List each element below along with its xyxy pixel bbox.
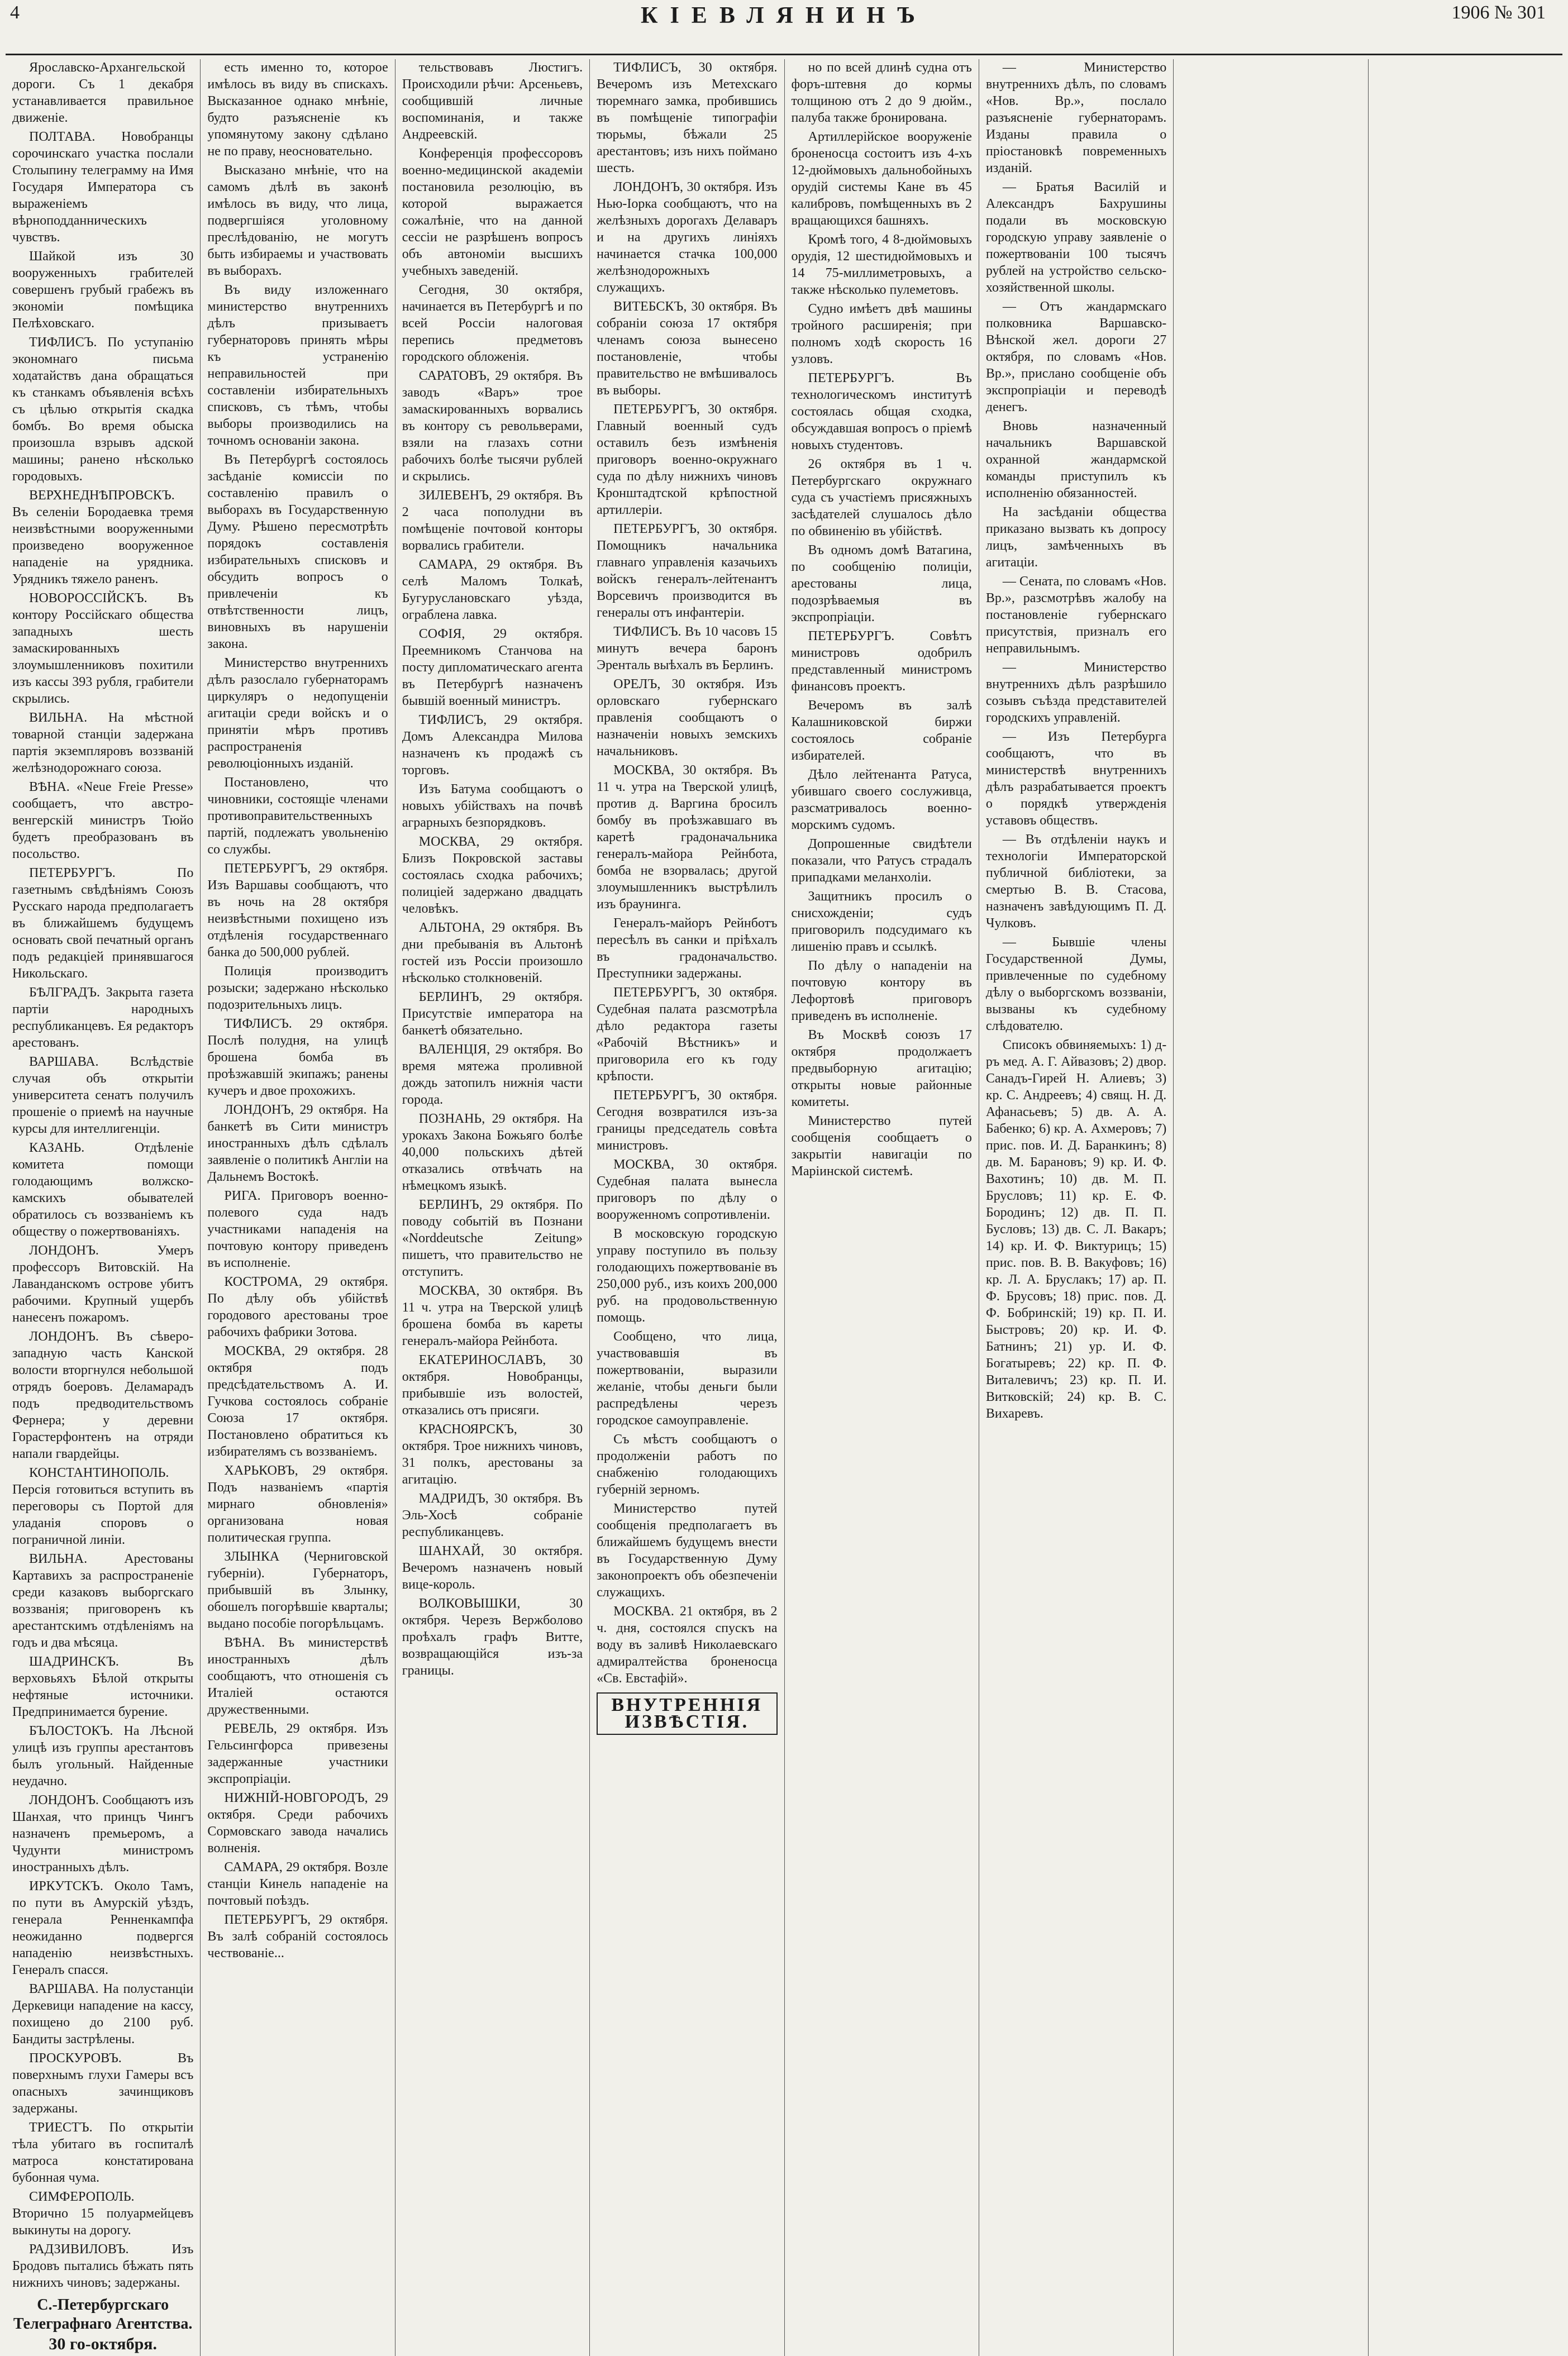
news-item: Вечеромъ въ залѣ Калашниковской биржи состоялось собраніе избирателей. [791, 698, 972, 763]
column-5 [784, 59, 979, 2356]
news-item: ЛОНДОНЪ. Умеръ профессоръ Витовскій. На Лаванданскомъ острове убитъ рабочими. Крупный ущербъ нанесенъ пожаромъ. [12, 1243, 194, 1325]
news-item: ТИФЛИСЪ. Въ 10 часовъ 15 минутъ вечера баронъ Эренталь выѣхалъ въ Берлинъ. [597, 624, 778, 673]
news-item: СОФІЯ, 29 октября. Преемникомъ Станчова на посту дипломатическаго агента въ Петербургѣ назначенъ бывшій военный министръ. [402, 627, 583, 708]
news-item: 26 октября въ 1 ч. Петербургскаго окружнаго суда съ участіемъ присяжныхъ засѣдателей слушалось дѣло по обвиненію въ убійствѣ. [791, 457, 972, 538]
news-item: ЛОНДОНЪ. Въ сѣверо-западную часть Канской волости вторгнулся небольшой отрядъ боеровъ. Деламарадъ подъ предводительствомъ Фернера; у деревни Горастерфонтенъ на отряди напали гвардейцы. [12, 1329, 194, 1461]
page-number: 4 [10, 2, 20, 23]
news-item: КОСТРОМА, 29 октября. По дѣлу объ убійствѣ городового арестованы трое рабочихъ фабрики Зотова. [207, 1275, 388, 1339]
news-item: ПЕТЕРБУРГЪ, 29 октября. Въ залѣ собраній состоялось чествованіе... [207, 1913, 388, 1961]
news-item: КОНСТАНТИНОПОЛЬ. Персія готовиться вступить въ переговоры съ Портой для уладанія споровъ о пограничной линіи. [12, 1466, 194, 1547]
news-item: МОСКВА, 30 октября. Въ 11 ч. утра на Тверской улицѣ брошена бомба въ кареты генералъ-майора Рейнбота. [402, 1284, 583, 1348]
news-item: ПОЛТАВА. Новобранцы сорочинскаго участка послали Столыпину телеграмму на Имя Государя Императора съ выраженіемъ вѣрноподданническихъ чувствъ. [12, 130, 194, 245]
news-item: ПЕТЕРБУРГЪ. Въ технологическомъ институтѣ состоялась общая сходка, обсуждавшая вопросъ о пріемѣ новыхъ студентовъ. [791, 371, 972, 452]
news-item: но по всей длинѣ судна отъ форъ-штевня до кормы толщиною отъ 2 до 9 дюйм., палуба также бронирована. [791, 60, 972, 125]
internal-news-heading: ВНУТРЕННІЯ ИЗВѢСТІЯ. [597, 1692, 777, 1735]
column-4 [589, 59, 784, 2356]
news-item: МОСКВА, 29 октября. Близъ Покровской заставы состоялась сходка рабочихъ; полиціей задержано двадцать человѣкъ. [402, 834, 583, 916]
news-item: — Въ отдѣленіи наукъ и технологіи Императорской публичной библіотеки, за смертью В. В. Стасова, назначенъ завѣдующимъ П. Д. Чулковъ. [985, 832, 1167, 931]
issue-number: 1906 № 301 [1451, 2, 1546, 23]
news-item: МОСКВА, 30 октября. Судебная палата вынесла приговоръ по дѣлу о вооруженномъ сопротивленіи. [597, 1157, 778, 1222]
news-item: ВИЛЬНА. Арестованы Картавихъ за распространеніе среди казаковъ выборгскаго воззванія; приговоренъ къ арестантскимъ отдѣленіямъ на годъ и два мѣсяца. [12, 1552, 194, 1650]
news-item: БЪЛОСТОКЪ. На Лѣсной улицѣ изъ группы арестантовъ былъ угольный. Найденные неудачно. [12, 1724, 194, 1789]
news-item: Въ Петербургѣ состоялось засѣданіе комиссіи по составленію правилъ о выборахъ въ Государственную Думу. Рѣшено пересмотрѣть порядокъ составленія избирательныхъ списковъ и обсудить вопросъ о привлеченіи къ отвѣтственности лицъ, виновныхъ въ нарушеніи закона. [207, 452, 388, 651]
news-item: ТИФЛИСЪ. По уступанію экономнаго письма ходатайствъ дана обращаться къ станкамъ объявленія всѣхъ съ цѣлью открытія скадка бомбъ. Во время обыска произошла взрывъ адской машины; ранено нѣсколько городовыхъ. [12, 335, 194, 484]
news-item: Генералъ-майоръ Рейнботъ пересѣлъ въ санки и пріѣхалъ въ градоначальство. Преступники задержаны. [597, 916, 778, 981]
news-item: Ярославско-Архангельской дороги. Съ 1 декабря устанавливается правильное движеніе. [12, 60, 194, 125]
news-item: ВѢНА. «Neue Freie Presse» сообщаетъ, что австро-венгерскій министръ Тюйо будетъ преобразованъ въ посольство. [12, 780, 194, 861]
news-item: САМАРА, 29 октября. Въ селѣ Маломъ Толкаѣ, Бугуруслановскаго уѣзда, ограблена лавка. [402, 557, 583, 622]
news-item: Защитникъ просилъ о снисхожденіи; судъ приговорилъ подсудимаго къ лишенію правъ и ссылкѣ. [791, 889, 972, 954]
news-item: Конференція профессоровъ военно-медицинской академіи постановила резолюцію, въ которой выражается сожалѣніе, что на данной сессіи не разрѣшенъ вопросъ объ автономіи высшихъ учебныхъ заведеній. [402, 146, 583, 278]
news-item: МАДРИДЪ, 30 октября. Въ Эль-Хосѣ собраніе республиканцевъ. [402, 1491, 583, 1539]
news-item: ОРЕЛЪ, 30 октября. Изъ орловскаго губернскаго правленія сообщаютъ о назначеніи новыхъ земскихъ начальниковъ. [597, 677, 778, 759]
news-item: Въ виду изложеннаго министерство внутреннихъ дѣлъ призываетъ губернаторовъ принять мѣры къ устраненію неправильностей при составленіи избирательныхъ списковъ, съ тѣмъ, чтобы выборы производились на точномъ основаніи закона. [207, 283, 388, 448]
news-item: ПЕТЕРБУРГЪ, 30 октября. Сегодня возвратился изъ-за границы председатель совѣта министровъ. [597, 1088, 778, 1153]
telegraph-agency-heading: С.-Петербургскаго Телеграфнаго Агентства. [13, 2296, 193, 2333]
news-item: Министерство путей сообщенія сообщаетъ о закрытіи навигаціи по Маріинской системѣ. [791, 1114, 972, 1179]
news-item: Изъ Батума сообщаютъ о новыхъ убійствахъ на почвѣ аграрныхъ безпорядковъ. [402, 782, 583, 830]
news-item: — Изъ Петербурга сообщаютъ, что въ министерствѣ внутреннихъ дѣлъ разрабатывается проектъ о порядкѣ утвержденія уставовъ обществъ. [985, 729, 1167, 828]
column-2 [200, 59, 394, 2356]
news-item: Сообщено, что лица, участвовавшія въ пожертвованіи, выразили желаніе, чтобы деньги были распредѣлены черезъ городское самоуправленіе. [597, 1329, 778, 1428]
news-item: ИРКУТСКЪ. Около Тамъ, по пути въ Амурскій уѣздъ, генерала Ренненкампфа неожиданно подвергся нападенію неизвѣстныхъ. Генералъ спасся. [12, 1879, 194, 1977]
news-item: ПЕТЕРБУРГЪ, 30 октября. Судебная палата разсмотрѣла дѣло редактора газеты «Рабочій Вѣстникъ» и приговорила его къ году крѣпости. [597, 985, 778, 1084]
news-item: ЗИЛЕВЕНЪ, 29 октября. Въ 2 часа пополудни въ помѣщеніе почтовой конторы ворвались грабители. [402, 488, 583, 553]
news-item: МОСКВА, 29 октября. 28 октября подъ предсѣдательствомъ А. И. Гучкова состоялось собраніе Союза 17 октября. Постановлено обратиться къ избирателямъ съ воззваніемъ. [207, 1344, 388, 1459]
news-item: ЕКАТЕРИНОСЛАВЪ, 30 октября. Новобранцы, прибывшіе изъ волостей, отказались отъ присяги. [402, 1353, 583, 1418]
news-item: ЗЛЫНКА (Черниговской губерніи). Губернаторъ, прибывшій въ Злынку, обошелъ погорѣвшіе кварталы; выдано пособіе погорѣльцамъ. [207, 1549, 388, 1631]
news-item: ВАЛЕНЦІЯ, 29 октября. Во время мятежа проливной дождь затопилъ нижнія части города. [402, 1042, 583, 1107]
news-item: ТИФЛИСЪ, 29 октября. Домъ Александра Милова назначенъ къ продажѣ съ торговъ. [402, 713, 583, 778]
news-item: — Сената, по словамъ «Нов. Вр.», разсмотрѣвъ жалобу на постановленіе губернскаго присутствія, призналъ его неправильнымъ. [985, 574, 1167, 656]
news-item: Полиція производитъ розыски; задержано нѣсколько подозрительныхъ лицъ. [207, 964, 388, 1012]
news-item: ВИТЕБСКЪ, 30 октября. Въ собраніи союза 17 октября членамъ союза вынесено постановленіе, чтобы правительство не вмѣшивалось въ выборы. [597, 299, 778, 398]
news-item: — Братья Василій и Александръ Бахрушины подали въ московскую городскую управу заявленіе о пожертвованіи 100 тысячъ рублей на устройство сельско-хозяйственной школы. [985, 180, 1167, 295]
news-item: тельствовавъ Люстигъ. Происходили рѣчи: Арсеньевъ, сообщившій личные воспоминанія, и также Андреевскій. [402, 60, 583, 142]
news-item: — Министерство внутреннихъ дѣлъ разрѣшило созывъ съѣзда представителей городскихъ управленій. [985, 660, 1167, 725]
news-item: — Бывшіе члены Государственной Думы, привлеченные по судебному дѣлу о выборгскомъ воззваніи, вызваны къ судебному слѣдователю. [985, 935, 1167, 1033]
news-item: Сегодня, 30 октября, начинается въ Петербургѣ и по всей Россіи налоговая перепись предметовъ городского обложенія. [402, 283, 583, 364]
column-6 [979, 59, 1173, 2356]
news-item: КАЗАНЬ. Отдѣленіе комитета помощи голодающимъ волжско-камскихъ обывателей обратилось съ воззваніемъ къ обществу о пожертвованіяхъ. [12, 1141, 194, 1239]
news-item: ПЕТЕРБУРГЪ, 30 октября. Помощникъ начальника главнаго управленія казачьихъ войскъ генералъ-лейтенантъ Ворсевичъ производится въ генералы отъ инфантеріи. [597, 522, 778, 620]
news-item: — Министерство внутреннихъ дѣлъ, по словамъ «Нов. Вр.», послало разъясненіе губернаторамъ. Изданы правила о пріостановкѣ повременныхъ изданій. [985, 60, 1167, 175]
news-item: Въ одномъ домѣ Ватагина, по сообщенію полиціи, арестованы лица, подозрѣваемыя въ экспропріаціи. [791, 543, 972, 624]
news-item: ПЕТЕРБУРГЪ, 29 октября. Изъ Варшавы сообщаютъ, что въ ночь на 28 октября неизвѣстными похищено изъ отдѣленія государственнаго банка до 500,000 рублей. [207, 861, 388, 960]
news-item: МОСКВА, 30 октября. Въ 11 ч. утра на Тверской улицѣ, против д. Варгина бросилъ бомбу въ проѣзжавшаго въ каретѣ градоначальника генералъ-майора Рейнбота, бомба не взорвалась; другой злоумышленникъ выстрѣлилъ изъ браунинга. [597, 763, 778, 912]
news-item: Дѣло лейтенанта Ратуса, убившаго своего сослуживца, разсматривалось военно-морскимъ судомъ. [791, 767, 972, 832]
news-item: На засѣданіи общества приказано вызвать къ допросу лицъ, замѣченныхъ въ агитаціи. [985, 505, 1167, 570]
news-item: ШАНХАЙ, 30 октября. Вечеромъ назначенъ новый вице-король. [402, 1544, 583, 1592]
news-item: Вновь назначенный начальникъ Варшавской охранной жандармской команды приступилъ къ исполненію обязанностей. [985, 419, 1167, 500]
news-item: ЛОНДОНЪ. Сообщаютъ изъ Шанхая, что принцъ Чингъ назначенъ премьеромъ, а Чудунти министромъ иностранныхъ дѣлъ. [12, 1793, 194, 1875]
news-item: АЛЬТОНА, 29 октября. Въ дни пребыванія въ Альтонѣ гостей изъ Россіи произошло нѣсколько столкновеній. [402, 921, 583, 985]
news-item: Министерство путей сообщенія предполагаетъ въ ближайшемъ будущемъ внести въ Государственную Думу законопроектъ объ обезпеченіи служащихъ. [597, 1501, 778, 1600]
telegraph-date: 30 го-октября. [49, 2335, 157, 2353]
news-item: МОСКВА. 21 октября, въ 2 ч. дня, состоялся спускъ на воду въ заливѣ Николаевскаго адмиралтейства броненосца «Св. Евстафій». [597, 1604, 778, 1686]
news-item: СИМФЕРОПОЛЬ. Вторично 15 полуармейцевъ выкинуты на дорогу. [12, 2190, 194, 2238]
column-1 [6, 59, 200, 2356]
news-item: НОВОРОССІЙСКЪ. Въ контору Россійскаго общества западныхъ шесть замаскированныхъ злоумышленниковъ похитили изъ кассы 393 рубля, грабители скрылись. [12, 591, 194, 706]
news-item: ХАРЬКОВЪ, 29 октября. Подъ названіемъ «партія мирнаго обновленія» организована новая политическая группа. [207, 1463, 388, 1545]
news-item: Высказано мнѣніе, что на самомъ дѣлѣ въ законѣ имѣлось въ виду, что лица, подвергшіяся уголовному преслѣдованію, не могутъ быть избираемы и участвовать въ выборахъ. [207, 163, 388, 278]
news-item: ПЕТЕРБУРГЪ, 30 октября. Главный военный судъ оставилъ безъ измѣненія приговоръ военно-окружнаго суда по дѣлу нижнихъ чиновъ Кронштадтской крѣпостной артиллеріи. [597, 402, 778, 517]
news-item: Въ Москвѣ союзъ 17 октября продолжаетъ предвыборную агитацію; открыты новые районные комитеты. [791, 1028, 972, 1109]
news-item: Кромѣ того, 4 8-дюймовыхъ орудія, 12 шестидюймовыхъ и 14 75-миллиметровыхъ, а также нѣсколько пулеметовъ. [791, 232, 972, 297]
news-item: ВАРШАВА. Вслѣдствіе случая объ открытіи университета сенатъ получилъ прошеніе о приемѣ на научные курсы для интеллигенціи. [12, 1055, 194, 1136]
news-item: РИГА. Приговоръ военно-полевого суда надъ участниками нападенія на почтовую контору приведенъ въ исполненіе. [207, 1189, 388, 1270]
column-3 [395, 59, 589, 2356]
news-item: ВАРШАВА. На полустанціи Деркевици нападение на кассу, похищено до 2100 руб. Бандиты застрѣлены. [12, 1982, 194, 2047]
news-item: Постановлено, что чиновники, состоящіе членами противоправительственныхъ партій, подлежатъ увольненію со службы. [207, 775, 388, 857]
column-8 [1368, 59, 1562, 2356]
header-rule [6, 54, 1562, 55]
news-item: БѢЛГРАДЪ. Закрыта газета партіи народныхъ республиканцевъ. Ея редакторъ арестованъ. [12, 985, 194, 1050]
news-item: есть именно то, которое имѣлось въ виду въ спискахъ. Высказанное однако мнѣніе, будто разъясненіе къ упомянутому закону сдѣлано не по праву, неосновательно. [207, 60, 388, 159]
news-item: В московскую городскую управу поступило въ пользу голодающихъ пожертвованіе въ 250,000 руб., изъ коихъ 200,000 руб. на продовольственную помощь. [597, 1227, 778, 1325]
news-item: БЕРЛИНЪ, 29 октября. По поводу событій въ Познани «Norddeutsche Zeitung» пишетъ, что правительство не отступитъ. [402, 1198, 583, 1279]
newspaper-title: КІЕВЛЯНИНЪ [641, 3, 927, 28]
news-item: ПЕТЕРБУРГЪ. По газетнымъ свѣдѣніямъ Союзъ Русскаго народа предполагаетъ въ ближайшемъ будущемъ основать свой печатный органъ подъ редакціей принявшагося Никольскаго. [12, 866, 194, 981]
news-item: Съ мѣстъ сообщаютъ о продолженіи работъ по снабженію голодающихъ губерній зерномъ. [597, 1432, 778, 1497]
news-item: КРАСНОЯРСКЪ, 30 октября. Трое нижнихъ чиновъ, 31 полкъ, арестованы за агитацію. [402, 1422, 583, 1487]
news-item: РАДЗИВИЛОВЪ. Изъ Бродовъ пытались бѣжать пять нижнихъ чиновъ; задержаны. [12, 2242, 194, 2290]
news-item: ЛОНДОНЪ, 29 октября. На банкетѣ въ Сити министръ иностранныхъ дѣлъ сдѣлалъ заявленіе о политикѣ Англіи на Дальнемъ Востокѣ. [207, 1103, 388, 1184]
news-item: НИЖНІЙ-НОВГОРОДЪ, 29 октября. Среди рабочихъ Сормовскаго завода начались волненія. [207, 1791, 388, 1856]
news-item: Допрошенные свидѣтели показали, что Ратусъ страдалъ припадками меланхоліи. [791, 837, 972, 885]
news-item: ЛОНДОНЪ, 30 октября. Изъ Нью-Іорка сообщаютъ, что на желѣзныхъ дорогахъ Делаваръ и на другихъ линіяхъ начинается стачка 100,000 желѣзнодорожныхъ служащихъ. [597, 180, 778, 295]
news-item: БЕРЛИНЪ, 29 октября. Присутствіе императора на банкетѣ обязательно. [402, 990, 583, 1038]
news-item: Шайкой изъ 30 вооруженныхъ грабителей совершенъ грубый грабежъ въ экономіи помѣщика Пелѣховскаго. [12, 249, 194, 331]
news-item: РЕВЕЛЬ, 29 октября. Изъ Гельсингфорса привезены задержанные участники экспропріаціи. [207, 1721, 388, 1786]
news-item: Министерство внутреннихъ дѣлъ разослало губернаторамъ циркуляръ о недопущеніи агитаціи среди войскъ и о принятіи мѣръ противъ распространенія революціонныхъ изданій. [207, 656, 388, 771]
news-item: ТИФЛИСЪ, 30 октября. Вечеромъ изъ Метехскаго тюремнаго замка, пробившись въ помѣщеніе типографіи тюрьмы, бѣжали 25 арестантовъ; изъ нихъ поймано шесть. [597, 60, 778, 175]
news-item: ВИЛЬНА. На мѣстной товарной станціи задержана партія экземпляровъ воззваній желѣзнодорожнаго союза. [12, 710, 194, 775]
news-item: Артиллерійское вооруженіе броненосца состоитъ изъ 4-хъ 12-дюймовыхъ дальнобойныхъ орудій системы Кане въ 45 калибровъ, помѣщенныхъ въ 2 вращающихся башняхъ. [791, 130, 972, 228]
news-item: По дѣлу о нападеніи на почтовую контору въ Лефортовѣ приговоръ приведенъ въ исполненіе. [791, 958, 972, 1023]
news-columns [6, 59, 1562, 2353]
news-item: САМАРА, 29 октября. Возле станціи Кинель нападеніе на почтовый поѣздъ. [207, 1860, 388, 1908]
news-item: ПРОСКУРОВЪ. Въ поверхнымъ глухи Гамеры всъ опасныхъ зачинщиковъ задержаны. [12, 2051, 194, 2116]
news-item: ТИФЛИСЪ. 29 октября. Послѣ полудня, на улицѣ брошена бомба въ проѣзжавшій экипажъ; ранены кучеръ и двое прохожихъ. [207, 1017, 388, 1098]
news-item: ТРИЕСТЪ. По открытіи тѣла убитаго въ госпиталѣ матроса констатирована бубонная чума. [12, 2120, 194, 2185]
news-item: — Отъ жандармскаго полковника Варшавско-Вѣнской жел. дороги 27 октября, по словамъ «Нов. Вр.», прислано сообщеніе объ экспропріаціи и переводѣ денегъ. [985, 299, 1167, 414]
column-7 [1173, 59, 1367, 2356]
masthead [0, 0, 1568, 56]
news-item: САРАТОВЪ, 29 октября. Въ заводъ «Варъ» трое замаскированныхъ ворвались въ контору съ револьверами, взяли на глазахъ сотни рабочихъ болѣе тысячи рублей и скрылись. [402, 369, 583, 484]
news-item: Судно имѣетъ двѣ машины тройного расширенія; при полномъ ходѣ скорость 16 узловъ. [791, 302, 972, 366]
news-item: ВѢНА. Въ министерствѣ иностранныхъ дѣлъ сообщаютъ, что отношенія съ Италіей остаются дружественными. [207, 1635, 388, 1717]
news-item: ПОЗНАНЬ, 29 октября. На урокахъ Закона Божьяго болѣе 40,000 польскихъ дѣтей отказались отвѣчать на нѣмецкомъ языкѣ. [402, 1112, 583, 1193]
news-item: ШАДРИНСКЪ. Въ верховьяхъ Бѣлой открыты нефтяные источники. Предпринимается бурение. [12, 1654, 194, 1719]
news-item: ВОЛКОВЫШКИ, 30 октября. Черезъ Вержболово проѣхалъ графъ Витте, возвращающійся изъ-за границы. [402, 1596, 583, 1678]
news-item: ВЕРХНЕДНѢПРОВСКЪ. Въ селеніи Бородаевка тремя неизвѣстными вооруженными произведено вооруженное нападеніе на урядника. Урядникъ тяжело раненъ. [12, 488, 194, 586]
news-item: ПЕТЕРБУРГЪ. Совѣтъ министровъ одобрилъ представленный министромъ финансовъ проектъ. [791, 629, 972, 694]
news-item: Списокъ обвиняемыхъ: 1) д-ръ мед. А. Г. Айвазовъ; 2) двор. Санадъ-Гирей Н. Алиевъ; 3) кр. С. Андреевъ; 4) свящ. Н. Д. Афанасьевъ; 5) дв. А. А. Бабенко; 6) кр. А. Ахмеровъ; 7) прис. пов. И. Д. Баранкинъ; 8) дв. М. Барановъ; 9) кр. И. Ф. Вахотинъ; 10) дв. М. П. Брусловъ; 11) кр. Е. Ф. Бородинъ; 12) дв. П. П. Бусловъ; 13) дв. С. Л. Вакаръ; 14) кр. И. Ф. Виктурицъ; 15) прис. пов. В. В. Вакуфовъ; 16) кр. Л. А. Бруслакъ; 17) ар. П. Ф. Брусовъ; 18) прис. пов. Д. Ф. Бобринскій; 19) кр. П. И. Быстровъ; 20) кр. И. Ф. Батнинъ; 21) ур. И. Ф. Богатыревъ; 22) кр. П. Ф. Виталевичъ; 23) кр. П. И. Витковскій; 24) кр. В. С. Вихаревъ. [985, 1038, 1167, 1421]
